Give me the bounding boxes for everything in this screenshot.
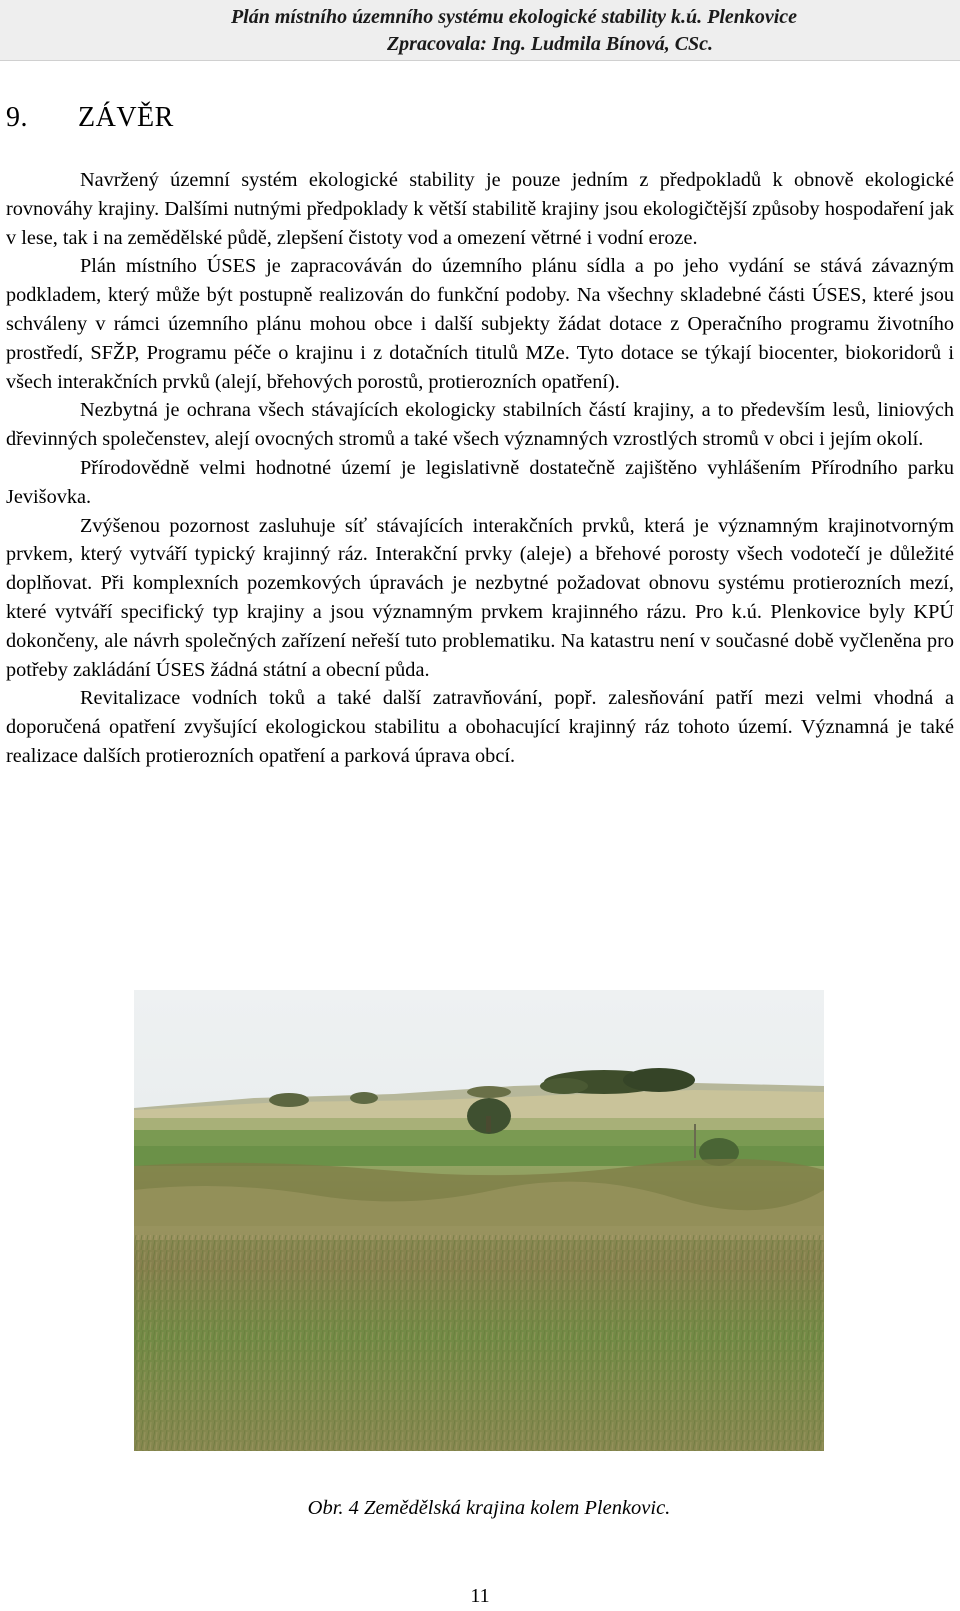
paragraph: Zvýšenou pozornost zasluhuje síť stávajících interakčních prvků, která je významným krajinotvorným prvkem, který vytváří typický krajinný ráz. Interakční prvky (aleje) a břehové porosty všech vodotečí je důležité doplňovat. Při komplexních pozemkových úpravách je nezbytné požadovat obnovu systému protierozních mezí, které vytváří specifický typ krajiny a jsou významným prvkem krajinného rázu. Pro k.ú. Plenkovice byly KPÚ dokončeny, ale návrh společných zařízení neřeší tuto problematiku. Na katastru není v současné době vyčleněna pro potřeby zakládání ÚSES žádná státní a obecní půda.	[6, 514, 954, 681]
figure-caption-text: Obr. 4 Zemědělská krajina kolem Plenkovic.	[307, 1497, 671, 1519]
chapter-heading	[6, 102, 174, 134]
page-number: 11	[470, 1585, 490, 1607]
landscape-photo	[134, 990, 824, 1451]
header-document-title: Plán místního územního systému ekologické stability k.ú. Plenkovice	[230, 6, 798, 28]
paragraph: Navržený územní systém ekologické stability je pouze jedním z předpokladů k obnově ekologické rovnováhy krajiny. Dalšími nutnými předpoklady k větší stabilitě krajiny jsou ekologičtější způsoby hospodaření jak v lese, tak i na zemědělské půdě, zlepšení čistoty vod a omezení větrné i vodní eroze.	[6, 169, 954, 249]
running-header	[0, 0, 960, 61]
paragraph: Nezbytná je ochrana všech stávajících ekologicky stabilních částí krajiny, a to především lesů, liniových dřevinných společenstev, alejí ovocných stromů a také všech významných vzrostlých stromů v obci i jejím okolí.	[6, 399, 954, 451]
paragraph: Revitalizace vodních toků a také další zatravňování, popř. zalesňování patří mezi velmi vhodná a doporučená opatření zvyšující ekologickou stabilitu a obohacující krajinný ráz tohoto území. Významná je také realizace dalších protierozních opatření a parková úprava obcí.	[6, 687, 954, 767]
figure-caption	[0, 1497, 960, 1520]
paragraph: Přírodovědně velmi hodnotné území je legislativně dostatečně zajištěno vyhlášením Přírodního parku Jevišovka.	[6, 456, 954, 508]
header-author: Zpracovala: Ing. Ludmila Bínová, CSc.	[386, 33, 714, 55]
chapter-number: 9.	[6, 102, 28, 133]
paragraph: Plán místního ÚSES je zapracováván do územního plánu sídla a po jeho vydání se stává závazným podkladem, který může být postupně realizován do funkční podoby. Na všechny skladebné části ÚSES, které jsou schváleny v rámci územního plánu mohou obce i další subjekty žádat dotace z Operačního programu životního prostředí, SFŽP, Programu péče o krajinu i z dotačních titulů MZe. Tyto dotace se týkají biocenter, biokoridorů i všech interakčních prvků (alejí, břehových porostů, protierozních opatření).	[6, 255, 954, 393]
chapter-title: ZÁVĚR	[78, 102, 174, 133]
body-text	[6, 166, 954, 771]
